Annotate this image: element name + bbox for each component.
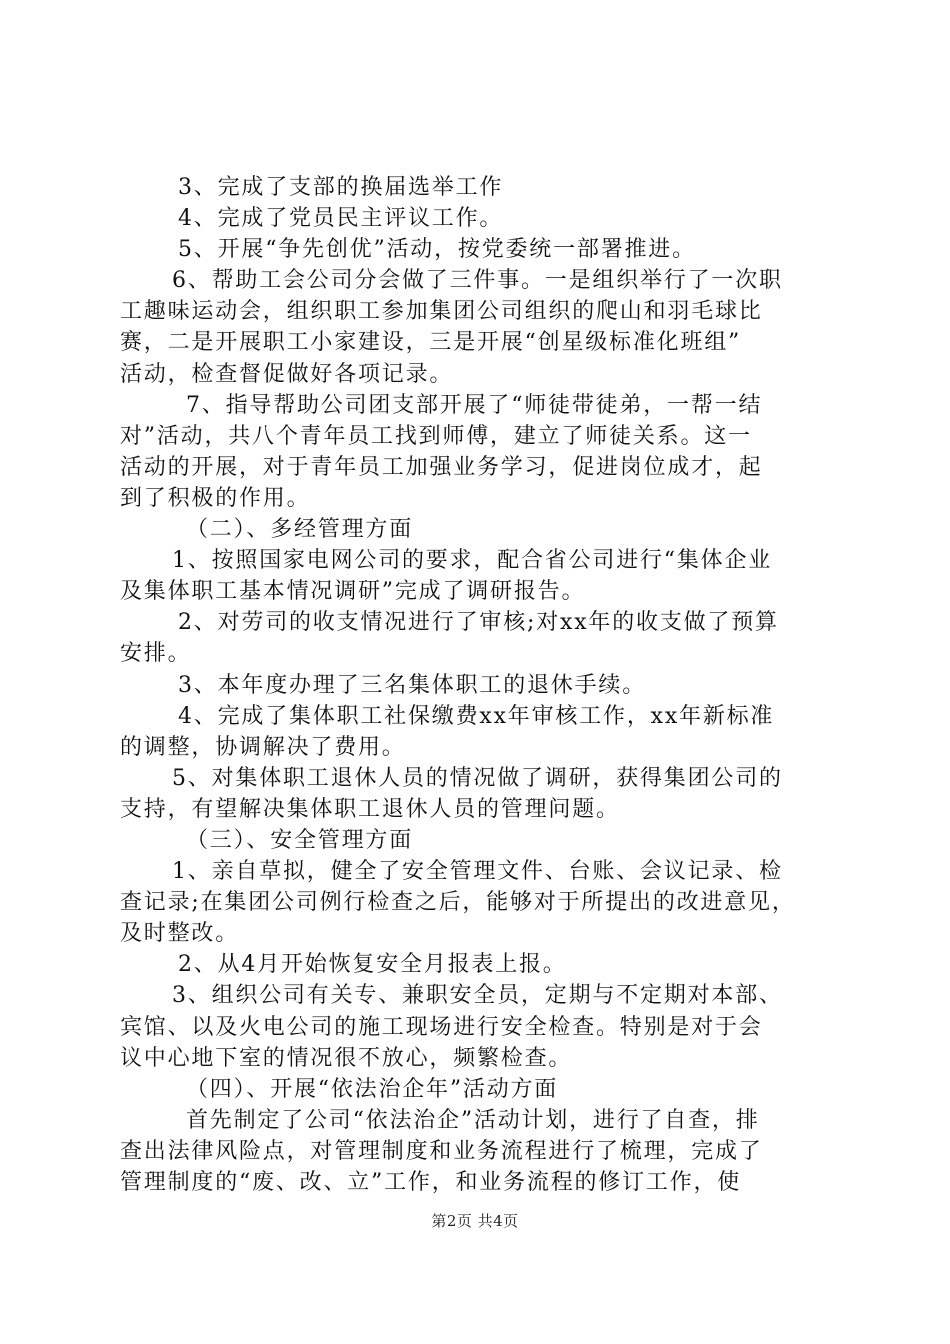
text-line: 3、完成了支部的换届选举工作	[178, 175, 504, 200]
text-line: （三）、安全管理方面	[186, 827, 414, 853]
text-line: 5、开展“争先创优”活动，按党委统一部署推进。	[178, 237, 696, 263]
text-line: 赛，二是开展职工小家建设，三是开展“创星级标准化班组”	[120, 330, 742, 356]
text-line: 工趣味运动会，组织职工参加集团公司组织的爬山和羽毛球比	[120, 299, 763, 325]
page-footer: 第2页 共4页	[431, 1212, 519, 1230]
text-line: 议中心地下室的情况很不放心，频繁检查。	[120, 1045, 573, 1071]
text-line: 1、按照国家电网公司的要求，配合省公司进行“集体企业	[172, 548, 773, 574]
text-line: 宾馆、以及火电公司的施工现场进行安全检查。特别是对于会	[120, 1014, 763, 1040]
text-line: 及时整改。	[120, 921, 240, 947]
text-line: 7、指导帮助公司团支部开展了“师徒带徒弟，一帮一结	[186, 392, 763, 418]
text-line: 及集体职工基本情况调研”完成了调研报告。	[120, 579, 586, 605]
text-line: 活动的开展，对于青年员工加强业务学习，促进岗位成才，起	[120, 454, 763, 480]
text-line: 查出法律风险点，对管理制度和业务流程进行了梳理，完成了	[120, 1138, 763, 1164]
text-line: 的调整，协调解决了费用。	[120, 734, 406, 760]
text-line: 查记录;在集团公司例行检查之后，能够对于所提出的改进意见，	[120, 890, 796, 916]
text-line: （二）、多经管理方面	[186, 517, 414, 543]
text-line: 1、亲自草拟，健全了安全管理文件、台账、会议记录、检	[172, 859, 783, 885]
text-line: 安排。	[120, 641, 192, 667]
text-line: 4、完成了集体职工社保缴费xx年审核工作，xx年新标准	[178, 703, 775, 729]
text-line: （四）、开展“依法治企年”活动方面	[186, 1076, 559, 1102]
text-line: 2、对劳司的收支情况进行了审核;对xx年的收支做了预算	[178, 610, 779, 636]
text-line: 2、从4月开始恢复安全月报表上报。	[178, 952, 567, 978]
text-line: 对”活动，共八个青年员工找到师傅，建立了师徒关系。这一	[120, 423, 752, 449]
text-line: 到了积极的作用。	[120, 485, 311, 511]
text-line: 3、本年度办理了三名集体职工的退休手续。	[178, 672, 646, 698]
text-line: 4、完成了党员民主评议工作。	[178, 206, 504, 232]
text-line: 活动，检查督促做好各项记录。	[120, 361, 454, 387]
text-line: 5、对集体职工退休人员的情况做了调研，获得集团公司的	[172, 765, 783, 791]
text-line: 支持，有望解决集体职工退休人员的管理问题。	[120, 796, 620, 822]
text-line: 首先制定了公司“依法治企”活动计划，进行了自查，排	[186, 1107, 760, 1133]
document-body	[120, 172, 840, 1198]
text-line: 6、帮助工会公司分会做了三件事。一是组织举行了一次职	[172, 268, 783, 294]
text-line: 3、组织公司有关专、兼职安全员，定期与不定期对本部、	[172, 983, 783, 1009]
text-line: 管理制度的“废、改、立”工作，和业务流程的修订工作，使	[120, 1170, 742, 1195]
